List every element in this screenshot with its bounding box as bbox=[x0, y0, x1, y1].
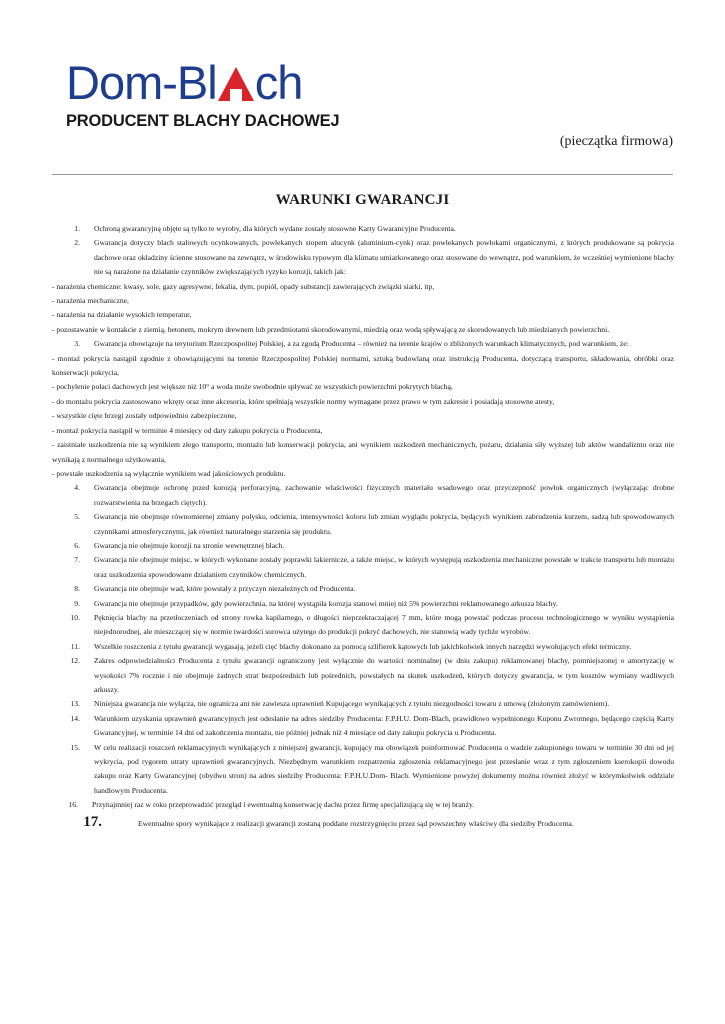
clause-number: 16. bbox=[68, 800, 78, 810]
clause-number: 2. bbox=[74, 238, 80, 248]
warranty-clause bbox=[52, 553, 674, 582]
warranty-clause bbox=[52, 654, 674, 697]
condition-line: - narażenia mechaniczne, bbox=[52, 296, 129, 306]
warranty-terms bbox=[52, 222, 674, 831]
document-title: WARUNKI GWARANCJI bbox=[275, 192, 450, 208]
warranty-clause bbox=[52, 611, 674, 640]
warranty-clause bbox=[52, 337, 674, 351]
warranty-clause bbox=[52, 539, 674, 553]
logo-wordmark: Dom-Bl ch bbox=[66, 56, 303, 109]
clause-text: Przynajmniej raz w roku przeprowadzić przegląd i ewentualną konserwację dachu przez firmę specjalizującą się w tej branży. bbox=[92, 800, 475, 810]
clause-text: Ewentualne spory wynikające z realizacji gwarancji zostaną poddane rozstrzygnięciu przez sąd powszechny właściwy dla siedziby Producenta. bbox=[138, 818, 574, 828]
company-logo bbox=[66, 56, 340, 131]
clause-text: Warunkiem uzyskania uprawnień gwarancyjnych jest odesłanie na adres siedziby Producenta: F.P.H.U. Dom-Blach, prawidłowo wypełnionego Kuponu Zwrotnego, będącego częścią Karty Gwarancyjnej, w terminie 14 dni od zakończenia montażu, nie później jednak niż 4 miesiące od daty zakupu pokrycia u Producenta. bbox=[94, 713, 674, 738]
clause-text: Niniejsza gwarancja nie wyłącza, nie ogranicza ani nie zawiesza uprawnień Kupującego wynikających z tytułu niezgodności towaru z umową (złożonym zamówieniem). bbox=[94, 699, 610, 709]
company-stamp-label: (pieczątka firmowa) bbox=[559, 134, 673, 149]
clause-number: 5. bbox=[74, 512, 80, 522]
clause-number: 4. bbox=[74, 483, 80, 493]
clause-number: 10. bbox=[70, 612, 80, 622]
clause-text: Gwarancja obowiązuje na terytorium Rzeczpospolitej Polskiej, a za zgodą Producenta – również na terenie krajów o zbliżonych warunkach klimatycznych, pod warunkiem, że: bbox=[94, 339, 629, 349]
warranty-clause bbox=[52, 640, 674, 654]
warranty-clause bbox=[52, 597, 674, 611]
clause-text: Zakres odpowiedzialności Producenta z tytułu gwarancji ograniczony jest wyłącznie do wartości nominalnej (w dniu zakupu) reklamowanej blachy, pomniejszonej o amortyzację w wysokości 7% rocznie i nie obejmuje żadnych strat bezpośrednich lub pośrednich, powstałych na skutek uszkodzeń, których dotyczy gwarancja, w tym kosztów wymiany wadliwych arkuszy. bbox=[94, 656, 674, 694]
clause-number: 9. bbox=[74, 598, 80, 608]
clause-number: 11. bbox=[70, 641, 80, 651]
warranty-clause bbox=[52, 741, 674, 799]
warranty-clause bbox=[52, 798, 674, 812]
clause-number: 15. bbox=[70, 742, 80, 752]
logo-triangle-icon bbox=[218, 67, 254, 101]
condition-line: - pochylenie połaci dachowych jest większe niż 10° a woda może swobodnie spływać ze wszystkich powierzchni pokrytych blachą, bbox=[52, 382, 453, 392]
clause-text: Gwarancja nie obejmuje miejsc, w których wykonane zostały poprawki lakiernicze, a także miejsc, w których występują uszkodzenia mechaniczne powstałe w trakcie transportu lub montażu oraz uszkodzenia spowodowane działaniem czynników chemicznych. bbox=[94, 555, 674, 579]
warranty-clause bbox=[52, 510, 674, 539]
clause-text: Gwarancja nie obejmuje przypadków, gdy powierzchnia, na której wystąpiła korozja stanowi mniej niż 5% powierzchni reklamowanego arkusza blachy. bbox=[94, 598, 558, 608]
warranty-clause bbox=[52, 582, 674, 596]
warranty-clause bbox=[52, 222, 674, 236]
clause-text: Gwarancja nie obejmuje wad, które powstały z przyczyn niezależnych od Producenta. bbox=[94, 584, 356, 594]
warranty-clause bbox=[52, 815, 674, 831]
clause-number: 8. bbox=[74, 584, 80, 594]
clause-text: Gwarancja dotyczy blach stalowych ocynkowanych, powlekanych stopem alucynk (aluminium-cynk) oraz powlekanych powłokami organicznymi, z których produkowane są pokrycia dachowe oraz okładziny ścienne stosowane na zewnątrz, w środowisku typowym dla klimatu umiarkowanego oraz stosowane do wewnątrz, pod warunkiem, że wcześniej wymienione blachy nie są narażone na działanie czynników zwiększających ryzyko korozji, takich jak: bbox=[94, 238, 674, 277]
condition-line: - zaistniałe uszkodzenia nie są wynikiem złego transportu, montażu lub konserwacji pokrycia, ani wynikiem uszkodzeń mechanicznych, pożaru, działania siły wyższej lub aktów wandalizmu oraz nie wynikają z normalnego użytkowania, bbox=[52, 440, 674, 464]
condition-line: - montaż pokrycia nastąpił zgodnie z obowiązującymi na terenie Rzeczpospolitej Polskiej normami, sztuką budowlaną oraz instrukcją Producenta, dotyczącą transportu, składowania, obróbki oraz konserwacji pokrycia, bbox=[52, 353, 674, 378]
clause-text: Ochroną gwarancyjną objęte są tylko te wyroby, dla których wydane zostały stosowne Karty Gwarancyjne Producenta. bbox=[94, 224, 456, 233]
clause-text: Gwarancja obejmuje ochronę przed korozją perforacyjną, zachowanie właściwości fizycznych materiału wsadowego oraz przyczepność powłok organicznych (wyłączając drobne rozwarstwienia na brzegach ciętych). bbox=[94, 483, 674, 507]
warranty-clause bbox=[52, 712, 674, 741]
condition-line: - do montażu pokrycia zastosowano wkręty oraz inne akcesoria, które spełniają wszystkie normy wymagane przez prawo w tym zakresie i posiadają stosowne atesty, bbox=[52, 396, 555, 406]
clause-text: Pęknięcia blachy na przetłoczeniach od strony rowka kapilarnego, o długości nieprzekraczającej 7 mm, które mogą powstać podczas procesu technologicznego w wyniku wystąpienia niejednorodnej, ale mieszczącej się w normie twardości surowca użytego do produkcji pokryć dachowych, nie stanowią wady tychże wyrobów. bbox=[94, 612, 674, 637]
clause-number: 17. bbox=[83, 813, 102, 830]
condition-line: - narażenia na działanie wysokich temperatur, bbox=[52, 310, 192, 320]
divider bbox=[52, 174, 673, 175]
condition-line: - narażenia chemiczne: kwasy, sole, gazy agresywne, fekalia, dym, popiół, opady substancji zawierających związki siarki, itp, bbox=[52, 281, 435, 291]
warranty-clause bbox=[52, 697, 674, 711]
clause-number: 12. bbox=[70, 656, 80, 666]
warranty-clause bbox=[52, 236, 674, 279]
clause-number: 3. bbox=[74, 339, 80, 349]
condition-line: - pozostawanie w kontakcie z ziemią, betonem, mokrym drewnem lub przedmiotami skorodowanymi, miedzią oraz wodą spływającą ze skorodowanych lub miedzianych powierzchni. bbox=[52, 324, 610, 334]
clause-text: Gwarancja nie obejmuje korozji na stronie wewnętrznej blach. bbox=[94, 540, 285, 550]
warranty-clause bbox=[52, 481, 674, 510]
condition-line: - wszystkie cięte brzegi zostały odpowiednio zabezpieczone, bbox=[52, 411, 237, 421]
condition-line: - powstałe uszkodzenia są wyłącznie wynikiem wad jakościowych produktu. bbox=[52, 468, 286, 478]
clause-number: 13. bbox=[70, 699, 80, 709]
clause-number: 1. bbox=[74, 224, 80, 233]
clause-text: Gwarancja nie obejmuje równomiernej zmiany połysku, odcienia, intensywności koloru lub zmian wyglądu pokrycia, będących wynikiem zabrudzenia kurzem, sadzą lub spowodowanych czynnikami atmosferycznymi, jak również naturalnego starzenia się produktu. bbox=[94, 512, 674, 536]
clause-text: Wszelkie roszczenia z tytułu gwarancji wygasają, jeżeli cięć blachy dokonano za pomocą szlifierek kątowych lub jakichkolwiek innych narzędzi wywołujących efekt termiczny. bbox=[94, 641, 632, 651]
clause-number: 14. bbox=[70, 713, 80, 723]
condition-line: - montaż pokrycia nastąpił w terminie 4 miesięcy od daty zakupu pokrycia u Producenta, bbox=[52, 425, 323, 435]
clause-number: 6. bbox=[74, 540, 80, 550]
clause-text: W celu realizacji roszczeń reklamacyjnych wynikających z niniejszej gwarancji, kupujący ma obowiązek poinformować Producenta o wadzie zakupionego towaru w terminie 30 dni od jej wykrycia, pod rygorem utraty uprawnień gwarancyjnych. Niezbędnym warunkiem rozpatrzenia zgłoszenia reklamacyjnego jest przesłanie wraz z tym zgłoszeniem kserokopii dowodu zakupu oraz Karty Gwarancyjnej (obydwu stron) na adres siedziby Producenta: F.P.H.U.Dom- Blach. Wymienione powyżej dokumenty można również złożyć w którymkolwiek oddziale handlowym Producenta. bbox=[94, 742, 674, 795]
logo-tagline: PRODUCENT BLACHY DACHOWEJ bbox=[66, 112, 340, 130]
clause-number: 7. bbox=[74, 555, 80, 565]
